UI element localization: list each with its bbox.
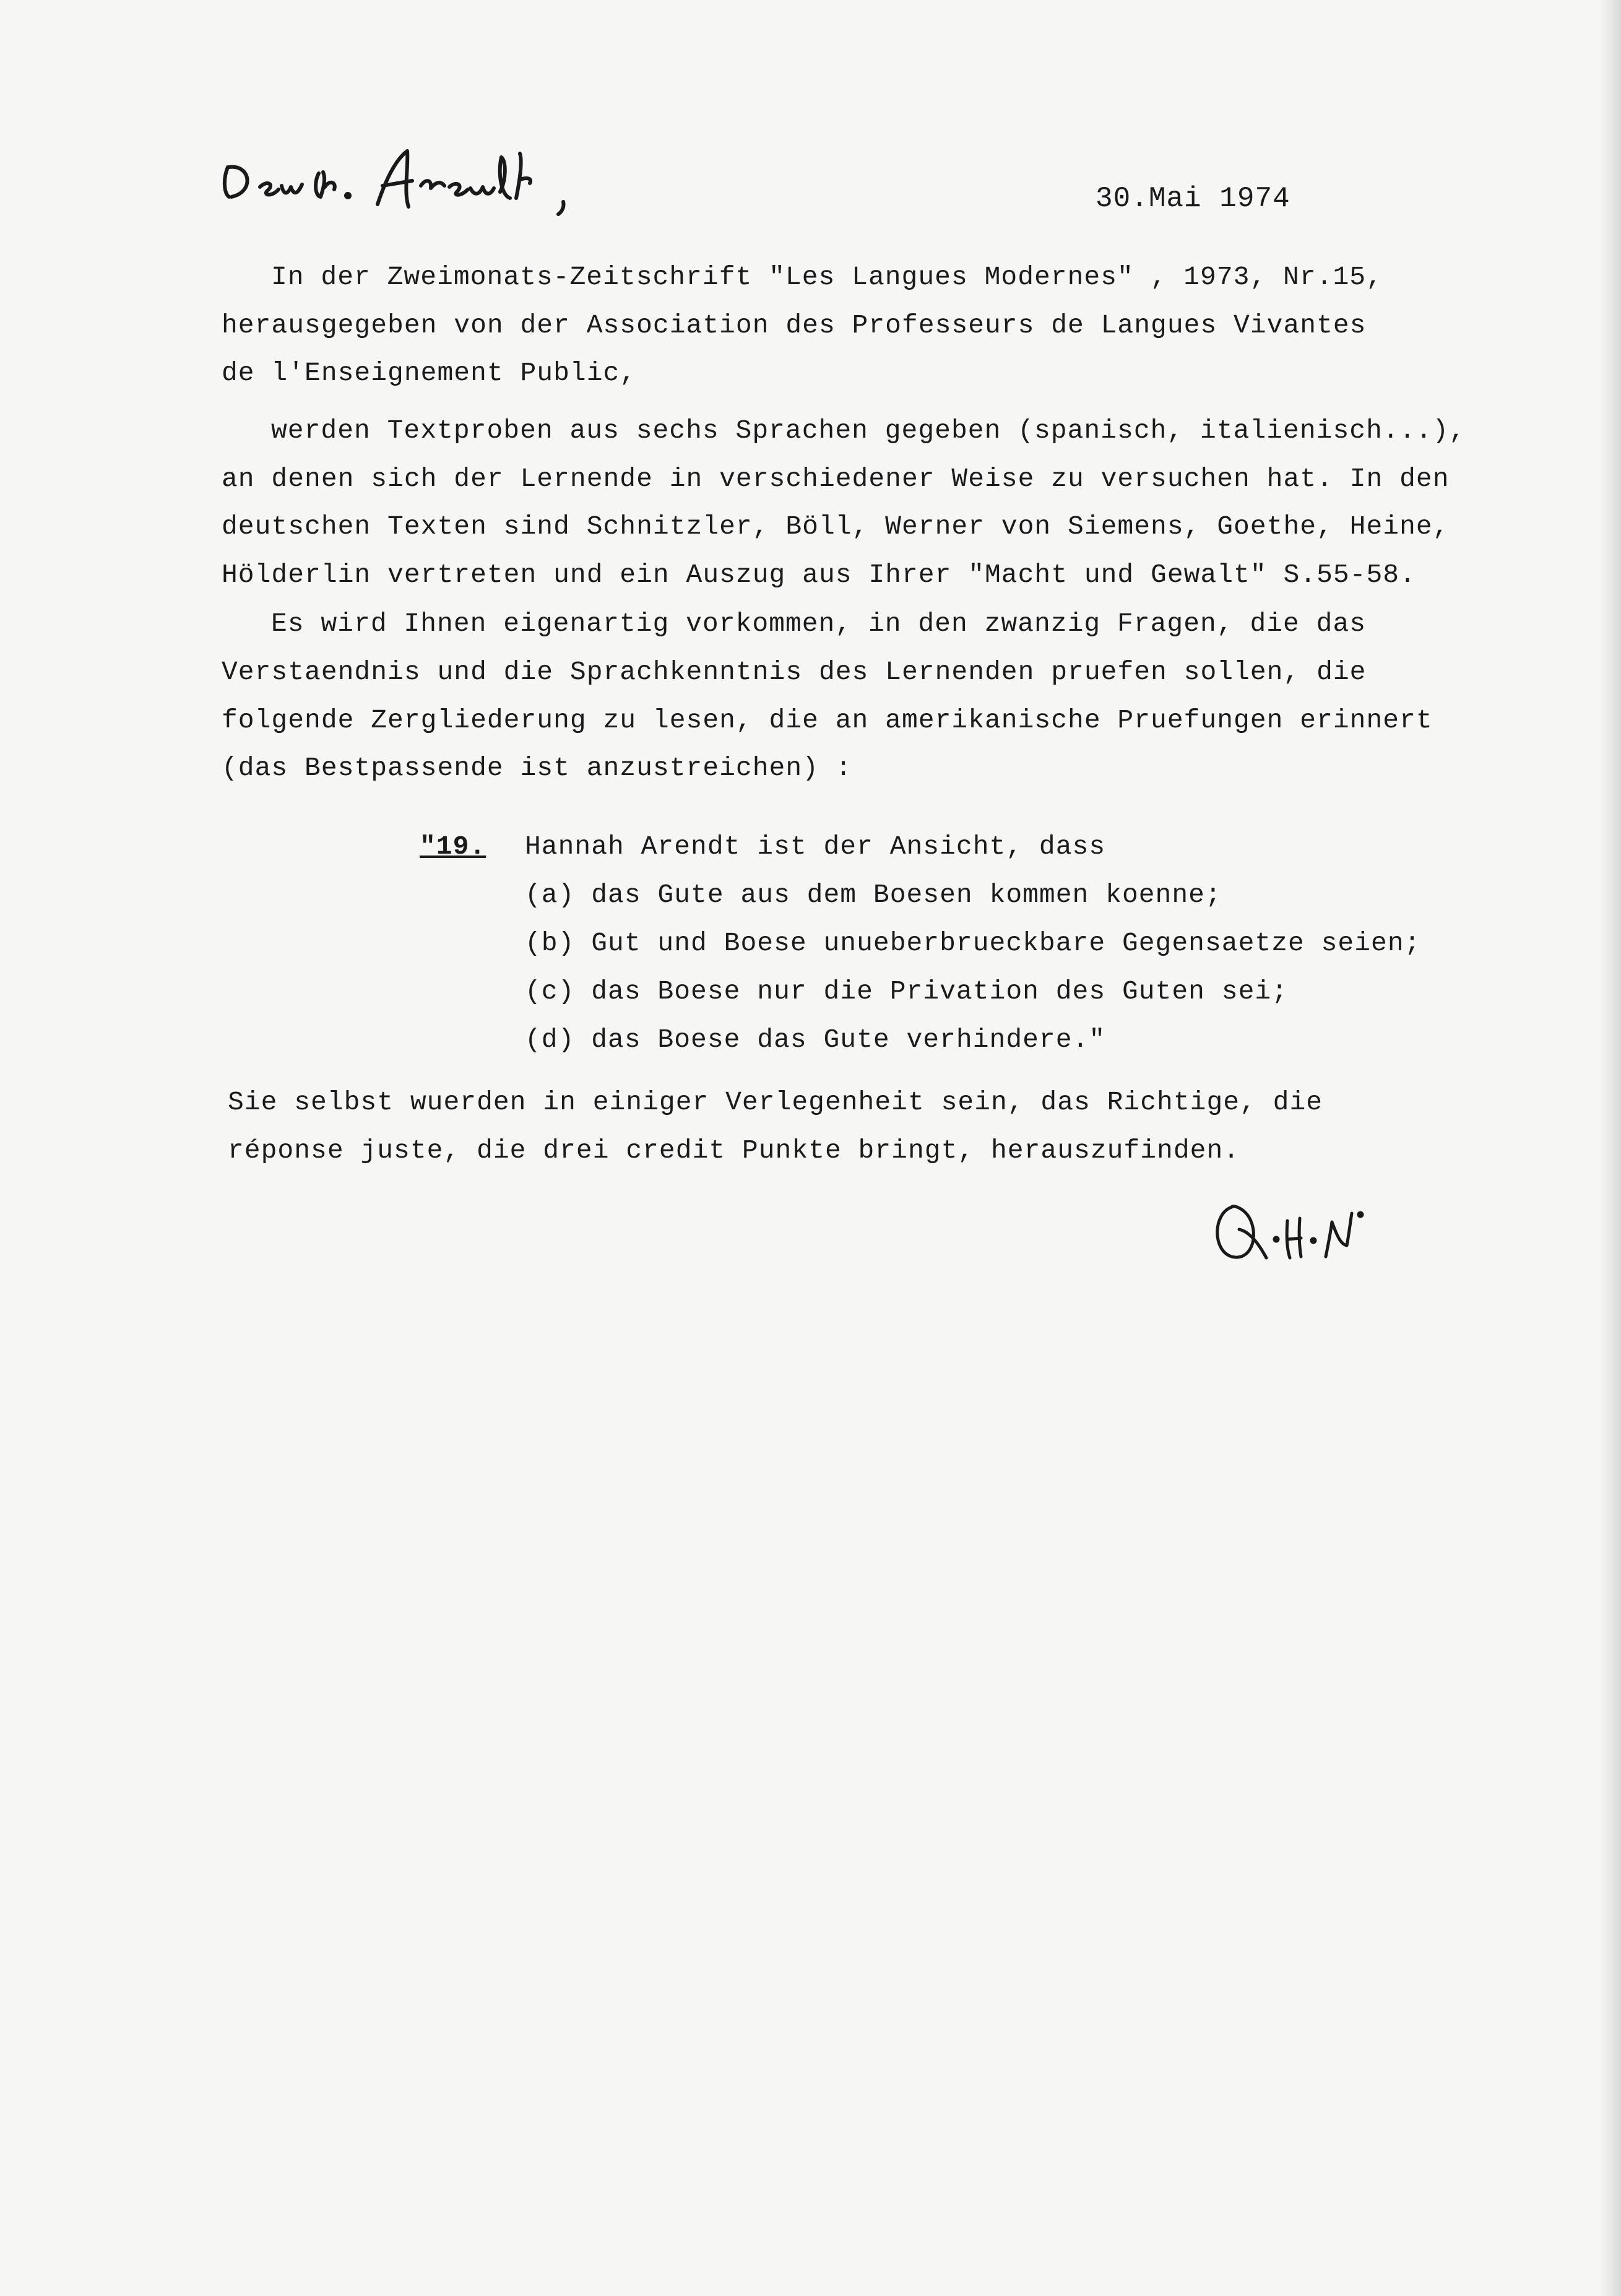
body-line: Hölderlin vertreten und ein Auszug aus Ihrer "Macht und Gewalt" S.55-58.	[222, 560, 1416, 590]
question-option: (c) das Boese nur die Privation des Guten sei;	[525, 976, 1288, 1007]
handwritten-greeting	[210, 142, 607, 223]
question-number: "19.	[420, 831, 486, 862]
question-option: (b) Gut und Boese unueberbrueckbare Gegensaetze seien;	[525, 928, 1421, 958]
body-line: de l'Enseignement Public,	[222, 358, 637, 388]
handwritten-greeting-drawing	[210, 142, 607, 223]
letter-date: 30.Mai 1974	[1096, 183, 1290, 215]
signature-drawing	[1207, 1189, 1393, 1275]
body-line: In der Zweimonats-Zeitschrift "Les Langues Modernes" , 1973, Nr.15,	[271, 262, 1383, 292]
closing-line: Sie selbst wuerden in einiger Verlegenheit sein, das Richtige, die	[228, 1087, 1323, 1117]
page-edge-shadow	[1600, 0, 1621, 2296]
body-line: Verstaendnis und die Sprachkenntnis des Lernenden pruefen sollen, die	[222, 657, 1367, 687]
question-option: (d) das Boese das Gute verhindere."	[525, 1025, 1106, 1055]
question-stem: Hannah Arendt ist der Ansicht, dass	[525, 831, 1106, 862]
body-line: werden Textproben aus sechs Sprachen gegeben (spanisch, italienisch...),	[271, 415, 1466, 446]
question-option: (a) das Gute aus dem Boesen kommen koenne;	[525, 880, 1222, 910]
body-line: Es wird Ihnen eigenartig vorkommen, in den zwanzig Fragen, die das	[271, 609, 1367, 639]
closing-line: réponse juste, die drei credit Punkte bringt, herauszufinden.	[228, 1135, 1240, 1166]
handwritten-signature	[1207, 1189, 1393, 1275]
body-line: (das Bestpassende ist anzustreichen) :	[222, 753, 852, 783]
body-line: deutschen Texten sind Schnitzler, Böll, Werner von Siemens, Goethe, Heine,	[222, 511, 1450, 542]
body-line: herausgegeben von der Association des Professeurs de Langues Vivantes	[222, 310, 1367, 340]
body-line: folgende Zergliederung zu lesen, die an amerikanische Pruefungen erinnert	[222, 705, 1433, 735]
body-line: an denen sich der Lernende in verschiedener Weise zu versuchen hat. In den	[222, 464, 1450, 494]
